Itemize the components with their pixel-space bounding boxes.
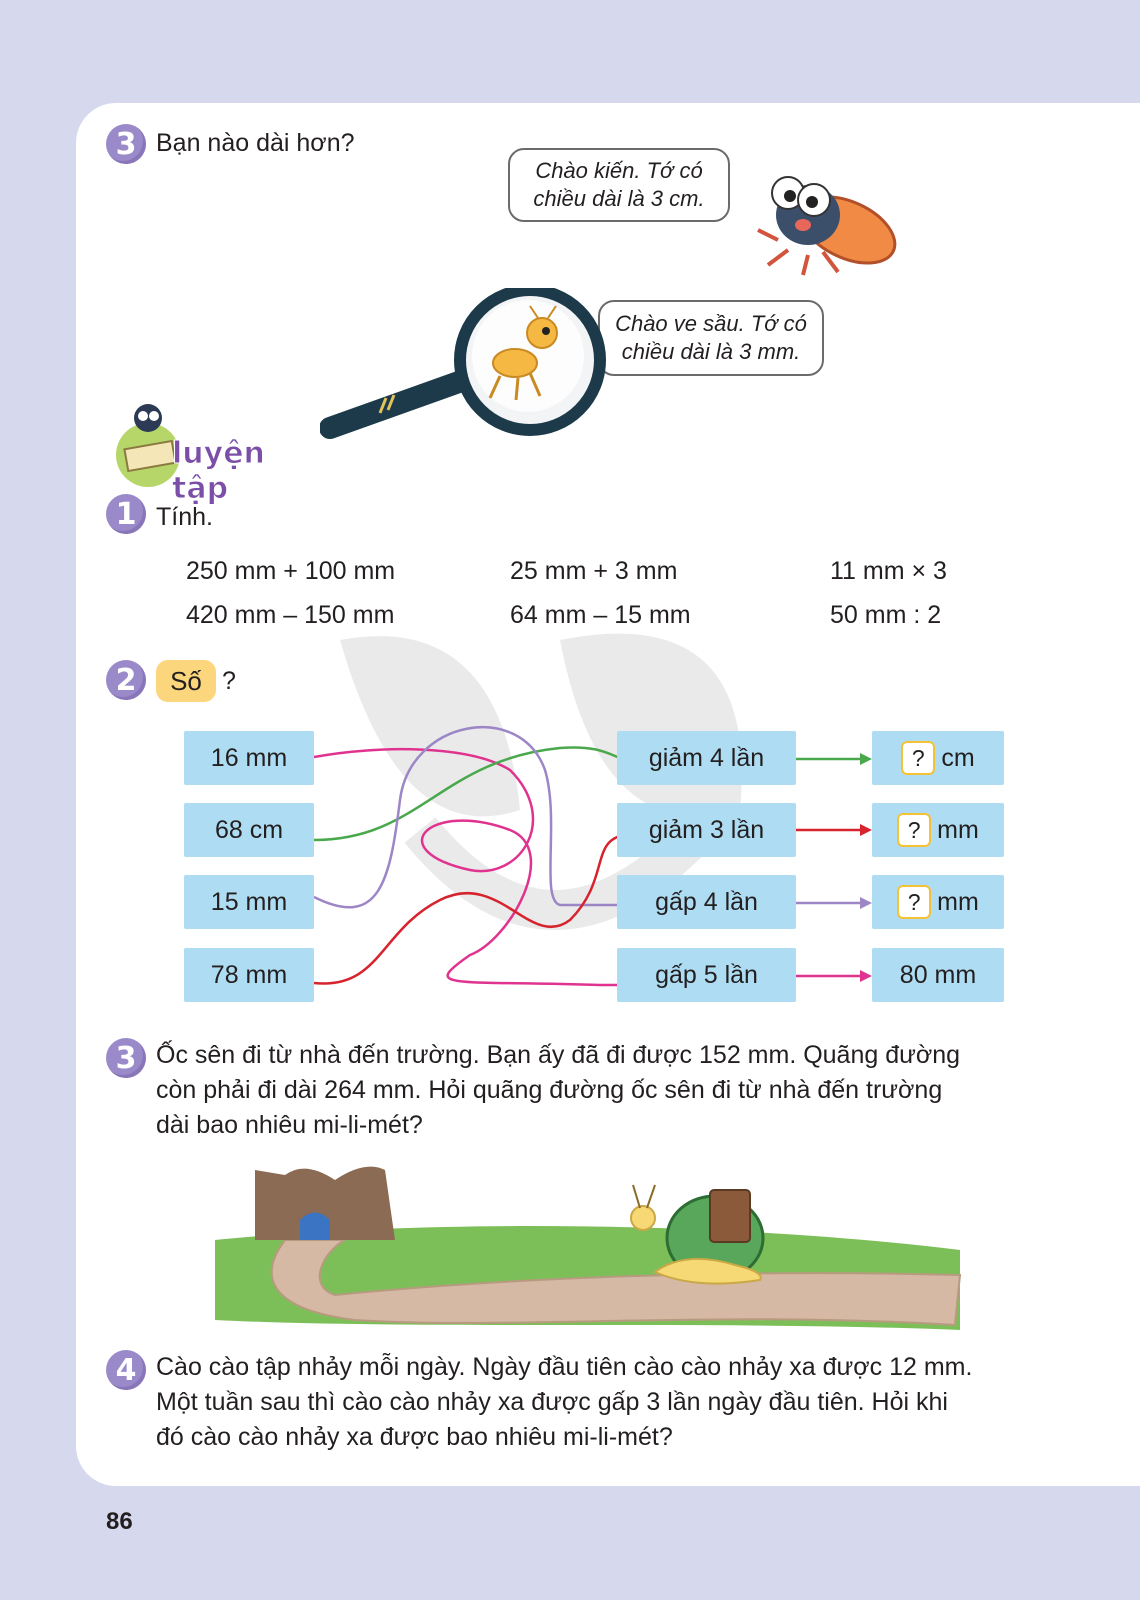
result-box [872, 948, 1004, 1002]
problem-line: Ốc sên đi từ nhà đến trường. Bạn ấy đã đi được 152 mm. Quãng đường [156, 1041, 961, 1069]
exercise-number-badge: 3 [106, 1038, 146, 1078]
question-mark: ? [222, 667, 236, 695]
result-unit: mm [937, 887, 979, 916]
result-unit: cm [941, 743, 975, 772]
result-unit: mm [937, 815, 979, 844]
input-box: 68 cm [184, 803, 314, 857]
calc-item: 25 mm + 3 mm [510, 557, 678, 585]
bubble-line: Chào ve sầu. Tớ có [615, 311, 807, 336]
operation-box: gấp 5 lần [617, 948, 796, 1002]
calc-item: 11 mm × 3 [830, 557, 947, 585]
section-title: Bạn nào dài hơn? [156, 129, 355, 157]
result-value: 80 mm [899, 960, 977, 989]
result-box [872, 803, 1004, 857]
operation-box: giảm 4 lần [617, 731, 796, 785]
input-box: 78 mm [184, 948, 314, 1002]
input-box: 16 mm [184, 731, 314, 785]
bubble-line: chiều dài là 3 cm. [533, 186, 705, 211]
practice-label: luyện tập [172, 436, 265, 506]
exercise-title: Tính. [156, 503, 213, 531]
answer-input[interactable]: ? [897, 885, 931, 919]
problem-line: còn phải đi dài 264 mm. Hỏi quãng đường ốc sên đi từ nhà đến trường [156, 1076, 943, 1104]
calc-item: 64 mm – 15 mm [510, 601, 691, 629]
section-number-badge: 3 [106, 124, 146, 164]
problem-line: đó cào cào nhảy xa được bao nhiêu mi-li-mét? [156, 1423, 673, 1451]
problem-line: Một tuần sau thì cào cào nhảy xa được gấp 3 lần ngày đầu tiên. Hỏi khi [156, 1388, 948, 1416]
calc-item: 250 mm + 100 mm [186, 557, 396, 585]
exercise-number-badge: 4 [106, 1350, 146, 1390]
problem-line: Cào cào tập nhảy mỗi ngày. Ngày đầu tiên cào cào nhảy xa được 12 mm. [156, 1353, 973, 1381]
calc-item: 50 mm : 2 [830, 601, 942, 629]
exercise-number-badge: 1 [106, 494, 146, 534]
number-badge-label: Số [156, 660, 216, 702]
problem-line: dài bao nhiêu mi-li-mét? [156, 1111, 423, 1139]
page-number: 86 [106, 1508, 133, 1535]
snail-path-illustration [215, 1160, 975, 1340]
bubble-line: Chào kiến. Tớ có [535, 158, 703, 183]
answer-input[interactable]: ? [901, 741, 935, 775]
operation-box: giảm 3 lần [617, 803, 796, 857]
exercise-number-badge: 2 [106, 660, 146, 700]
calc-item: 420 mm – 150 mm [186, 601, 395, 629]
operation-box: gấp 4 lần [617, 875, 796, 929]
result-box [872, 731, 1004, 785]
answer-input[interactable]: ? [897, 813, 931, 847]
bubble-line: chiều dài là 3 mm. [621, 339, 801, 364]
result-box [872, 875, 1004, 929]
input-box: 15 mm [184, 875, 314, 929]
